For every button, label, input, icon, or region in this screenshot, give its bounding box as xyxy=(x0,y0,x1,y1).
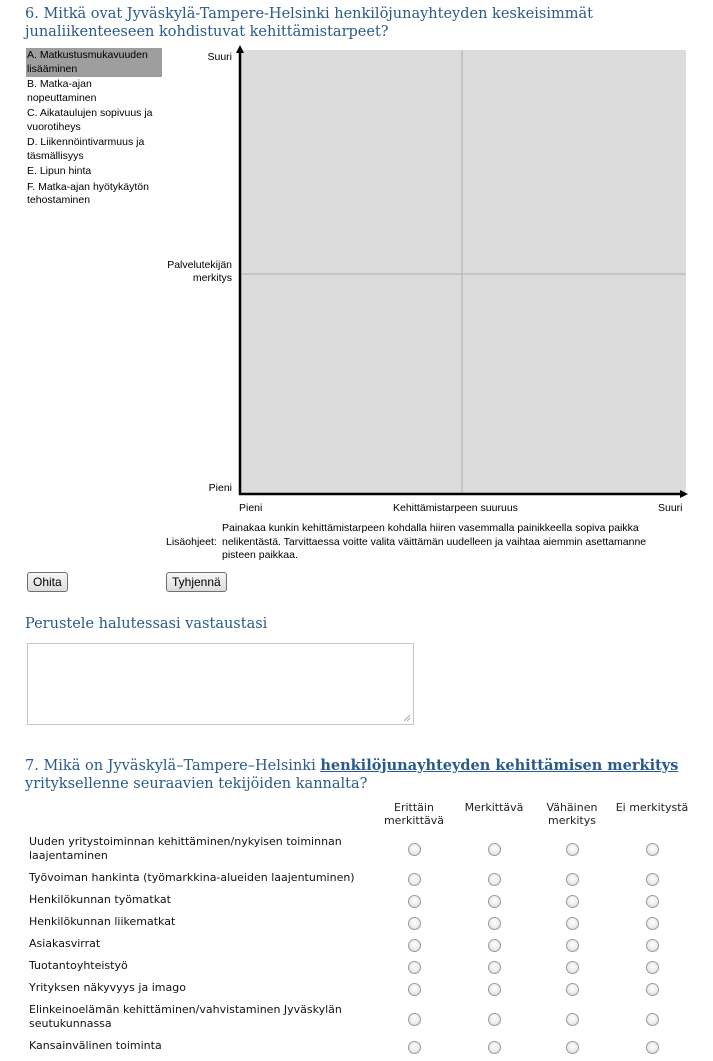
question-7-title-link[interactable]: henkilöjunayhteyden kehittämisen merkitys xyxy=(320,757,679,774)
skip-button[interactable]: Ohita xyxy=(27,572,68,592)
x-axis-left-label: Pieni xyxy=(239,502,263,514)
rating-radio[interactable] xyxy=(566,1013,579,1026)
rating-radio[interactable] xyxy=(408,843,421,856)
rating-radio[interactable] xyxy=(566,873,579,886)
rating-radio[interactable] xyxy=(488,917,501,930)
rating-radio[interactable] xyxy=(566,895,579,908)
rating-radio[interactable] xyxy=(488,1013,501,1026)
rating-radio[interactable] xyxy=(646,895,659,908)
development-need-item[interactable]: C. Aikataulujen sopivuus ja vuorotiheys xyxy=(27,107,153,133)
y-axis-arrow-icon xyxy=(236,45,244,53)
rating-radio[interactable] xyxy=(488,939,501,952)
column-header: Merkittävä xyxy=(464,801,524,814)
question-6-title: 6. Mitkä ovat Jyväskylä-Tampere-Helsinki henkilöjunayhteyden keskeisimmät junaliikenteeseen kohdistuvat kehittämistarpeet? xyxy=(25,6,593,40)
y-axis-bottom-label: Pieni xyxy=(208,482,232,494)
x-axis-right-label: Suuri xyxy=(658,502,683,514)
rating-radio[interactable] xyxy=(408,873,421,886)
rating-radio[interactable] xyxy=(646,873,659,886)
rating-radio[interactable] xyxy=(408,983,421,996)
rating-radio[interactable] xyxy=(566,843,579,856)
clear-button[interactable]: Tyhjennä xyxy=(166,572,227,592)
column-header: Ei merkitystä xyxy=(615,801,689,814)
development-need-item[interactable]: A. Matkustusmukavuuden lisääminen xyxy=(26,48,162,77)
justify-title: Perustele halutessasi vastaustasi xyxy=(25,616,268,632)
rating-radio[interactable] xyxy=(408,939,421,952)
column-header: Vähäinen merkitys xyxy=(546,801,598,827)
y-axis-top-label: Suuri xyxy=(207,51,232,63)
table-row-label: Elinkeinoelämän kehittäminen/vahvistaminen Jyväskylän seutukunnassa xyxy=(29,1003,342,1030)
rating-radio[interactable] xyxy=(488,1041,501,1054)
rating-radio[interactable] xyxy=(646,961,659,974)
table-row-label: Tuotantoyhteistyö xyxy=(29,959,128,972)
instructions-label: Lisäohjeet: xyxy=(166,536,217,548)
question-7-title-prefix: 7. Mikä on Jyväskylä–Tampere–Helsinki xyxy=(25,758,321,774)
table-row-label: Kansainvälinen toiminta xyxy=(29,1039,162,1052)
instructions-text: Painakaa kunkin kehittämistarpeen kohdalla hiiren vasemmalla painikkeella sopiva paikka nelikentästä. Tarvittaessa voitte valita väittämän uudelleen ja vaihtaa aiemmin asettamanne pisteen paikkaa. xyxy=(222,522,647,561)
resize-grip-icon[interactable] xyxy=(401,712,411,722)
rating-radio[interactable] xyxy=(646,843,659,856)
question-7-title xyxy=(25,757,695,793)
justify-textarea[interactable] xyxy=(27,643,414,725)
rating-radio[interactable] xyxy=(408,917,421,930)
rating-radio[interactable] xyxy=(566,983,579,996)
rating-radio[interactable] xyxy=(408,895,421,908)
rating-radio[interactable] xyxy=(488,843,501,856)
development-need-item[interactable]: B. Matka-ajan nopeuttaminen xyxy=(27,78,97,104)
development-need-item[interactable]: F. Matka-ajan hyötykäytön tehostaminen xyxy=(27,180,149,206)
priority-matrix[interactable] xyxy=(235,45,688,507)
table-row-label: Henkilökunnan liikematkat xyxy=(29,915,176,928)
development-needs-list xyxy=(26,48,162,209)
column-header: Erittäin merkittävä xyxy=(383,801,445,827)
table-row-label: Asiakasvirrat xyxy=(29,937,101,950)
rating-radio[interactable] xyxy=(646,983,659,996)
rating-radio[interactable] xyxy=(646,939,659,952)
matrix-panel[interactable] xyxy=(240,50,686,494)
development-need-item[interactable]: D. Liikennöintivarmuus ja täsmällisyys xyxy=(27,136,145,162)
table-row-label: Yrityksen näkyvyys ja imago xyxy=(29,981,186,994)
rating-radio[interactable] xyxy=(488,983,501,996)
rating-radio[interactable] xyxy=(408,1013,421,1026)
rating-radio[interactable] xyxy=(566,961,579,974)
x-axis-middle-label: Kehittämistarpeen suuruus xyxy=(393,502,518,514)
rating-radio[interactable] xyxy=(408,1041,421,1054)
rating-radio[interactable] xyxy=(566,917,579,930)
rating-radio[interactable] xyxy=(488,873,501,886)
rating-radio[interactable] xyxy=(646,1013,659,1026)
rating-radio[interactable] xyxy=(646,917,659,930)
rating-radio[interactable] xyxy=(566,939,579,952)
rating-radio[interactable] xyxy=(408,961,421,974)
rating-radio[interactable] xyxy=(488,895,501,908)
question-7-title-suffix: yrityksellenne seuraavien tekijöiden kannalta? xyxy=(25,776,368,792)
table-row-label: Henkilökunnan työmatkat xyxy=(29,893,171,906)
development-need-item[interactable]: E. Lipun hinta xyxy=(27,165,92,177)
rating-radio[interactable] xyxy=(488,961,501,974)
table-row-label: Työvoiman hankinta (työmarkkina-alueiden laajentuminen) xyxy=(29,871,355,884)
table-row-label: Uuden yritystoiminnan kehittäminen/nykyisen toiminnan laajentaminen xyxy=(29,835,342,862)
y-axis-middle-label: Palvelutekijän merkitys xyxy=(167,259,232,284)
rating-radio[interactable] xyxy=(646,1041,659,1054)
rating-radio[interactable] xyxy=(566,1041,579,1054)
